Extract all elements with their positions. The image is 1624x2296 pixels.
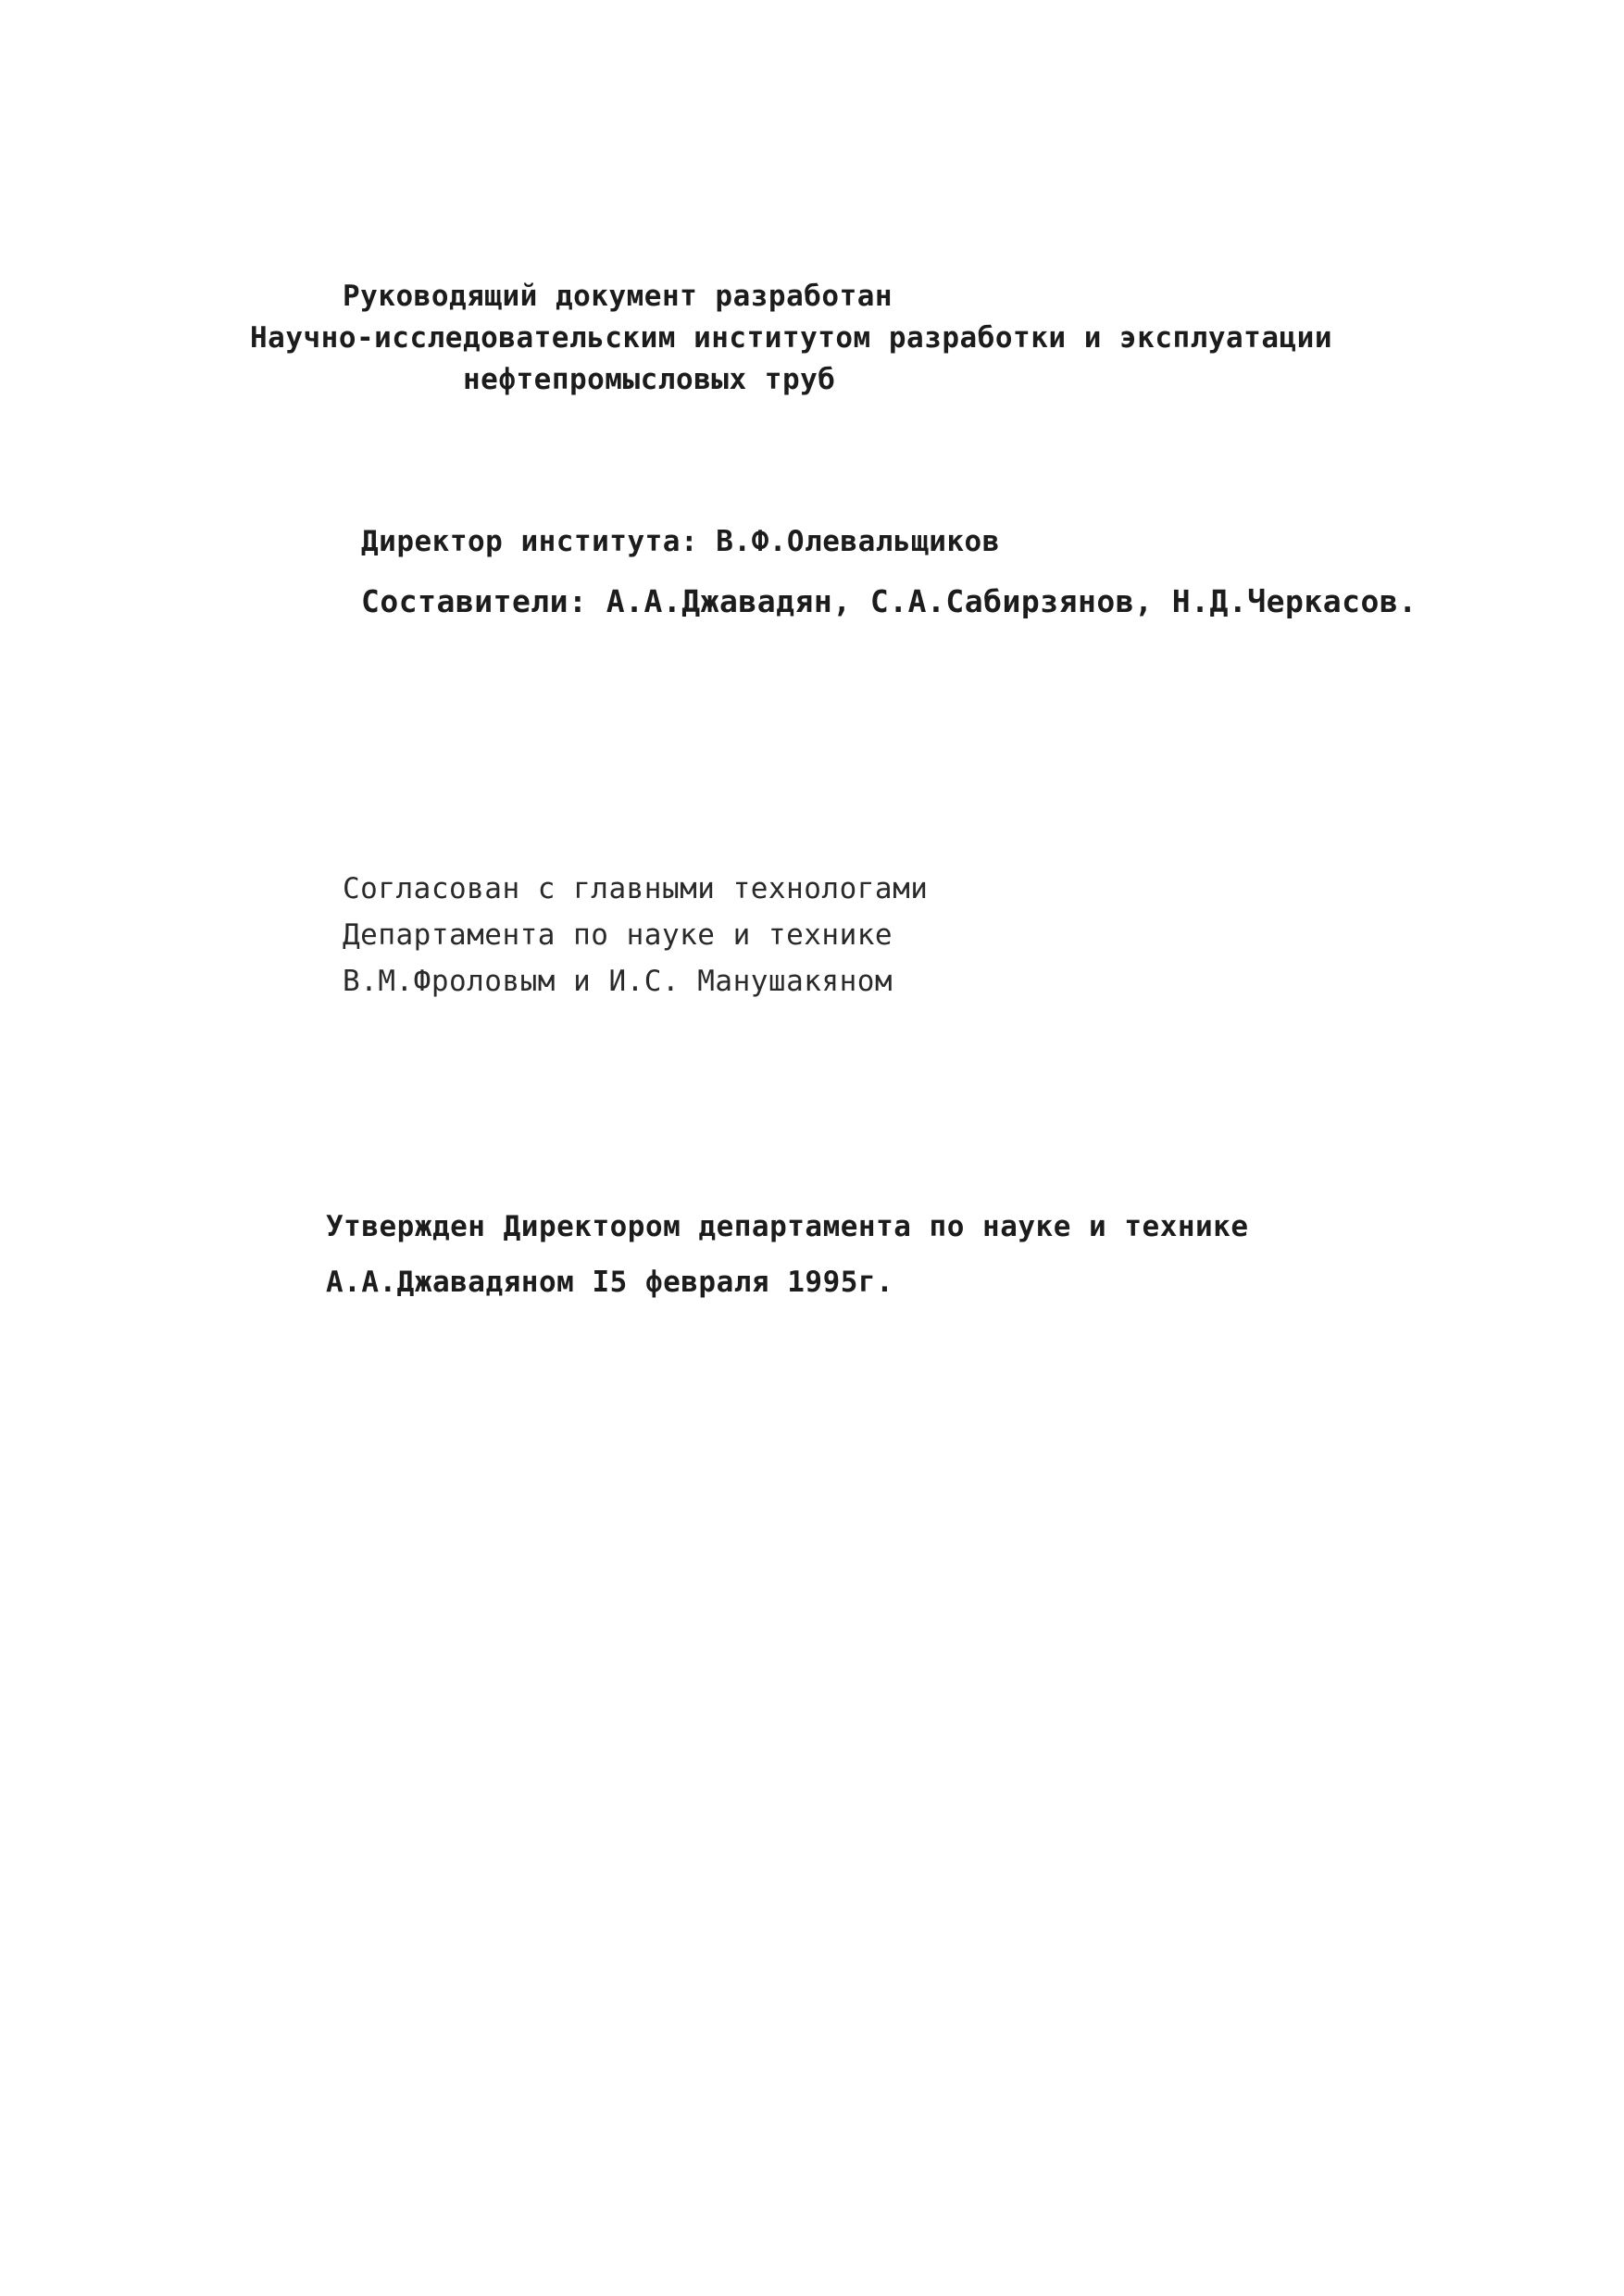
developer-line-2: Научно-исследовательским институтом разработки и эксплуатации xyxy=(250,321,1332,355)
approval-line-1: Утвержден Директором департамента по науке и технике xyxy=(326,1210,1249,1243)
director-line: Директор института: В.Ф.Олевальщиков xyxy=(361,525,1000,558)
agreement-line-3: В.М.Фроловым и И.С. Манушакяном xyxy=(343,965,893,998)
developer-line-1: Руководящий документ разработан xyxy=(343,280,893,313)
agreement-line-2: Департамента по науке и технике xyxy=(343,918,893,952)
compilers-line: Составители: А.А.Джавадян, С.А.Сабирзянов, Н.Д.Черкасов. xyxy=(361,583,1418,619)
developer-line-3: нефтепромысловых труб xyxy=(463,363,836,396)
approval-line-2: А.А.Джавадяном I5 февраля 1995г. xyxy=(326,1266,894,1299)
agreement-line-1: Согласован с главными технологами xyxy=(343,872,929,905)
